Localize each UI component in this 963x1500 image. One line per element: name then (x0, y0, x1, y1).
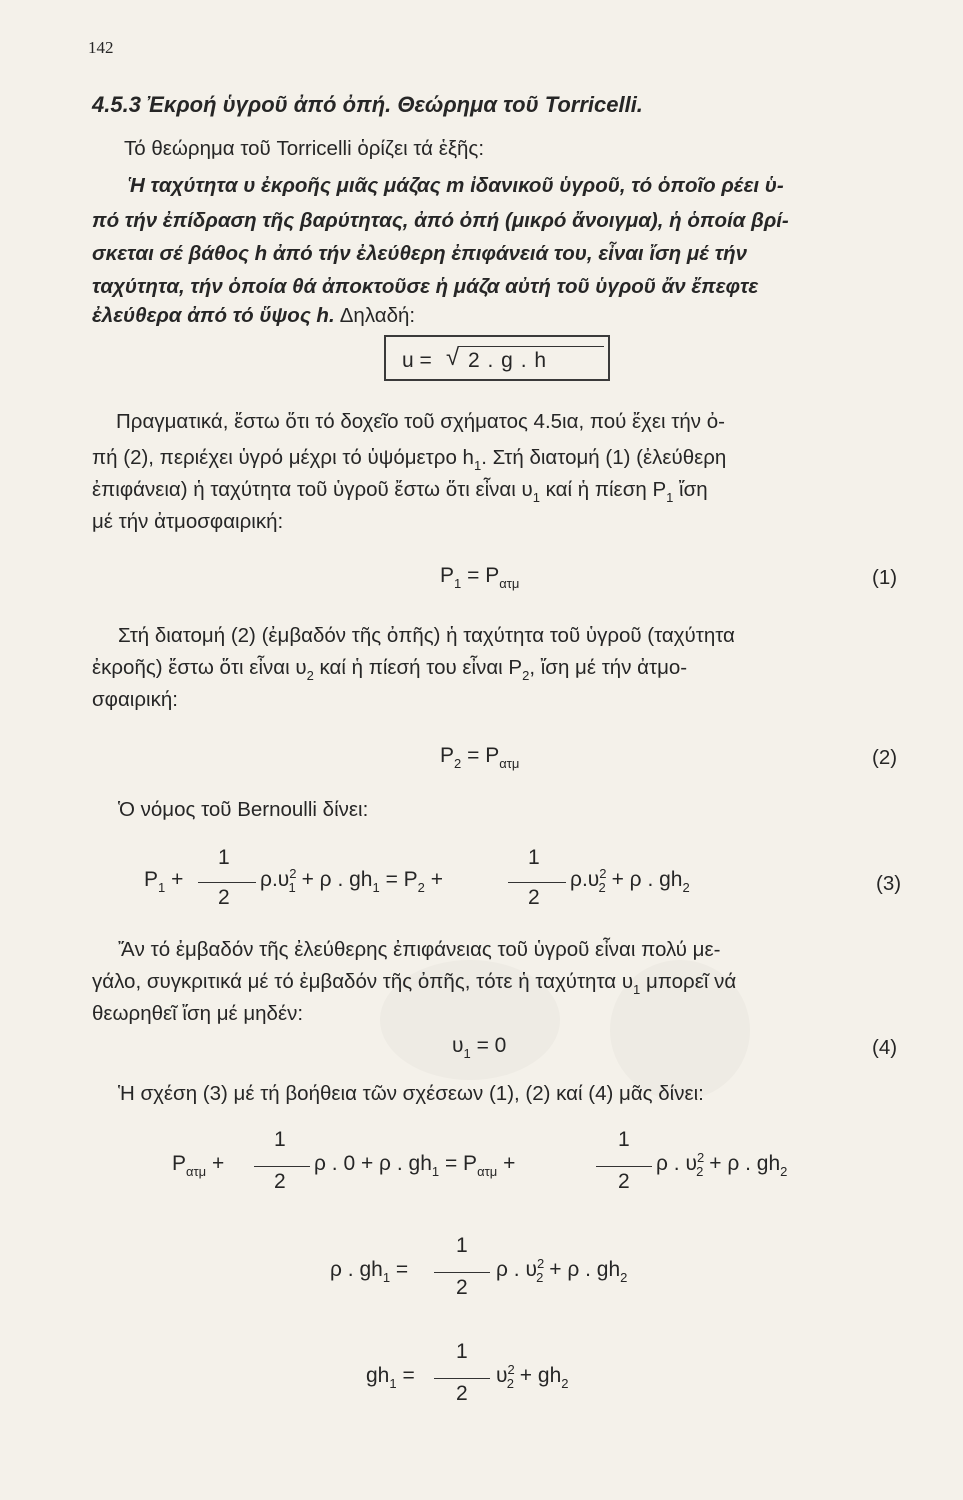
eq-operator: = (402, 1364, 415, 1387)
eq-term: ρ . gh (330, 1258, 383, 1281)
subscript: 1 (633, 982, 641, 997)
subscript: 2 (598, 880, 606, 895)
equation-5-tail (656, 1150, 788, 1179)
eq-term: P (485, 744, 500, 767)
eq-operator: = (467, 564, 480, 587)
subscript: 1 (454, 576, 462, 591)
equation-7-head (366, 1364, 415, 1391)
text-run: καί ἡ πίεση P (539, 478, 667, 501)
eq-term: + ρ . gh (301, 868, 373, 891)
square-root-icon: √ (446, 344, 460, 371)
subscript: 2 (682, 880, 690, 895)
equation-number: (1) (872, 566, 898, 589)
text-run: ἐπιφάνεια) ἡ ταχύτητα τοῦ ὑγροῦ ἔστω ὅτι εἶναι υ (92, 478, 533, 501)
eq-term: P (440, 564, 455, 587)
equation-3 (144, 868, 184, 895)
paragraph-line: μέ τήν ἀτμοσφαιρική: (92, 510, 284, 533)
theorem-line: σκεται σέ βάθος h ἀπό τήν ἐλεύθερη ἐπιφάνειά του, εἶναι ἴση μέ τήν (92, 242, 748, 265)
fraction-numerator: 1 (618, 1128, 630, 1151)
eq-term: + ρ . gh (611, 868, 683, 891)
eq-operator: = (467, 744, 480, 767)
paragraph-line: θεωρηθεῖ ἴση μέ μηδέν: (92, 1002, 304, 1025)
eq-term: + ρ . gh (709, 1152, 781, 1175)
eq-term: ρ.υ (260, 868, 290, 891)
fraction-denominator: 2 (218, 886, 230, 909)
fraction-denominator: 2 (528, 886, 540, 909)
subscript: 2 (620, 1270, 628, 1285)
eq-term: + ρ . gh (549, 1258, 621, 1281)
superscript: 2 (696, 1150, 705, 1165)
subscript: 2 (561, 1376, 569, 1391)
paragraph-line: Ἄν τό ἐμβαδόν τῆς ἐλεύθερης ἐπιφάνειας τοῦ ὑγροῦ εἶναι πολύ με- (118, 938, 721, 961)
formula-lhs: u = (402, 349, 432, 372)
theorem-line: ταχύτητα, τήν ὁποία θά ἀποκτοῦσε ἡ μάζα αὐτή τοῦ ὑγροῦ ἄν ἔπεφτε (92, 275, 759, 298)
eq-term: P (485, 564, 500, 587)
fraction-denominator: 2 (274, 1170, 286, 1193)
eq-term: gh (366, 1364, 390, 1387)
equation-6-head (330, 1258, 409, 1285)
superscript: 2 (289, 866, 297, 881)
subscript: 2 (536, 1270, 544, 1285)
boxed-formula (384, 335, 610, 381)
fraction-numerator: 1 (456, 1340, 468, 1363)
section-heading: 4.5.3 Ἐκροή ὑγροῦ ἀπό ὀπή. Θεώρημα τοῦ Torricelli. (92, 92, 643, 117)
text-run: μπορεῖ νά (640, 970, 737, 993)
subscript: 1 (288, 880, 296, 895)
fraction-denominator: 2 (456, 1276, 468, 1299)
bernoulli-intro: Ὁ νόμος τοῦ Bernoulli δίνει: (118, 798, 369, 821)
fraction-numerator: 1 (274, 1128, 286, 1151)
subscript: 2 (522, 668, 530, 683)
eq-term: + gh (519, 1364, 562, 1387)
root-bar (459, 346, 604, 347)
fraction-numerator: 1 (218, 846, 230, 869)
subscript: 1 (389, 1376, 397, 1391)
subscript: ατμ (499, 576, 520, 591)
equation-5-head (172, 1152, 225, 1179)
paragraph-line: σφαιρική: (92, 688, 178, 711)
equation-2 (440, 744, 520, 771)
superscript: 2 (599, 866, 607, 881)
theorem-line: πό τήν ἐπίδραση τῆς βαρύτητας, ἀπό ὀπή (μικρό ἄνοιγμα), ἡ ὁποία βρί- (92, 209, 789, 232)
equation-number: (3) (876, 872, 902, 895)
paragraph-line (92, 656, 688, 683)
subscript: 2 (417, 880, 425, 895)
subscript: 1 (382, 1270, 391, 1285)
eq-operator: = (395, 1258, 409, 1281)
page-number: 142 (88, 38, 114, 57)
subscript: 1 (431, 1164, 440, 1179)
superscript: 2 (507, 1362, 515, 1377)
eq-term: ρ . υ (496, 1258, 537, 1281)
theorem-line: ἐλεύθερα ἀπό τό ὕψος h. (92, 304, 335, 327)
fraction-numerator: 1 (456, 1234, 468, 1257)
text-run: γάλο, συγκριτικά μέ τό ἐμβαδόν τῆς ὀπῆς, τότε ἡ ταχύτητα υ (92, 970, 634, 993)
eq-term: P (144, 868, 159, 891)
fraction-denominator: 2 (456, 1382, 468, 1405)
eq-term: = 0 (476, 1034, 507, 1057)
equation-1 (440, 564, 520, 591)
eq-term: υ (496, 1364, 508, 1387)
equation-4 (452, 1034, 507, 1061)
equation-3-tail (570, 866, 690, 895)
subscript: 2 (780, 1164, 788, 1179)
theorem-last-line (92, 304, 415, 328)
subscript: ατμ (186, 1164, 207, 1179)
fraction-bar (508, 882, 566, 883)
namely-text: Δηλαδή: (339, 304, 416, 327)
eq-operator: + (430, 868, 444, 891)
fraction-bar (434, 1272, 490, 1273)
fraction-numerator: 1 (528, 846, 540, 869)
text-run: ἴση (673, 478, 708, 501)
fraction-bar (198, 882, 256, 883)
paragraph-line (92, 446, 727, 473)
paragraph-line (92, 478, 708, 505)
paragraph-line: Πραγματικά, ἔστω ὅτι τό δοχεῖο τοῦ σχήματος 4.5ια, πού ἔχει τήν ὀ- (116, 410, 725, 433)
eq-term: ρ.υ (570, 868, 600, 891)
subscript: 2 (696, 1164, 704, 1179)
intro-text: Τό θεώρημα τοῦ Torricelli ὁρίζει τά ἑξῆς: (124, 137, 485, 160)
subscript: 2 (454, 756, 462, 771)
theorem-line: Ἡ ταχύτητα υ ἐκροῆς μιᾶς μάζας m ἰδανικοῦ ὑγροῦ, τό ὁποῖο ρέει ὑ- (128, 174, 784, 197)
eq-operator: + (171, 868, 184, 891)
superscript: 2 (536, 1256, 545, 1271)
eq-term: ρ . υ (656, 1152, 697, 1175)
eq-term: υ (452, 1034, 464, 1057)
equation-5-mid (314, 1152, 516, 1179)
subscript: 1 (666, 490, 674, 505)
text-run: πή (2), περιέχει ὑγρό μέχρι τό ὑψόμετρο h (92, 446, 474, 469)
fraction-bar (254, 1166, 310, 1167)
fraction-denominator: 2 (618, 1170, 630, 1193)
equation-6-tail (496, 1256, 628, 1285)
equation-7-tail (496, 1362, 569, 1391)
eq-term: = P (444, 1152, 478, 1175)
text-run: ἐκροῆς) ἔστω ὅτι εἶναι υ (92, 656, 307, 679)
text-run: . Στή διατομή (1) (ἐλεύθερη (481, 446, 727, 469)
paragraph-line (92, 970, 737, 997)
relation-intro: Ἡ σχέση (3) μέ τή βοήθεια τῶν σχέσεων (1), (2) καί (4) μᾶς δίνει: (118, 1082, 704, 1105)
subscript: 1 (532, 490, 540, 505)
eq-operator: + (503, 1152, 516, 1175)
subscript: 1 (463, 1046, 471, 1061)
eq-term: P (172, 1152, 187, 1175)
text-run: , ἴση μέ τήν ἀτμο- (529, 656, 688, 679)
equation-3-mid (260, 866, 444, 895)
subscript: ατμ (499, 756, 520, 771)
eq-term: P (440, 744, 455, 767)
eq-term: = P (385, 868, 418, 891)
subscript: ατμ (477, 1164, 498, 1179)
text-run: καί ἡ πίεσή του εἶναι P (313, 656, 523, 679)
paragraph-line: Στή διατομή (2) (ἐμβαδόν τῆς ὀπῆς) ἡ ταχύτητα τοῦ ὑγροῦ (ταχύτητα (118, 624, 735, 647)
formula-radicand: 2 . g . h (468, 349, 548, 372)
fraction-bar (434, 1378, 490, 1379)
subscript: 1 (158, 880, 166, 895)
eq-term: ρ . 0 + ρ . gh (314, 1152, 432, 1175)
equation-number: (4) (872, 1036, 898, 1059)
subscript: 1 (372, 880, 380, 895)
subscript: 1 (473, 458, 482, 473)
eq-operator: + (212, 1152, 225, 1175)
subscript: 2 (306, 668, 314, 683)
equation-number: (2) (872, 746, 898, 769)
subscript: 2 (506, 1376, 514, 1391)
fraction-bar (596, 1166, 652, 1167)
